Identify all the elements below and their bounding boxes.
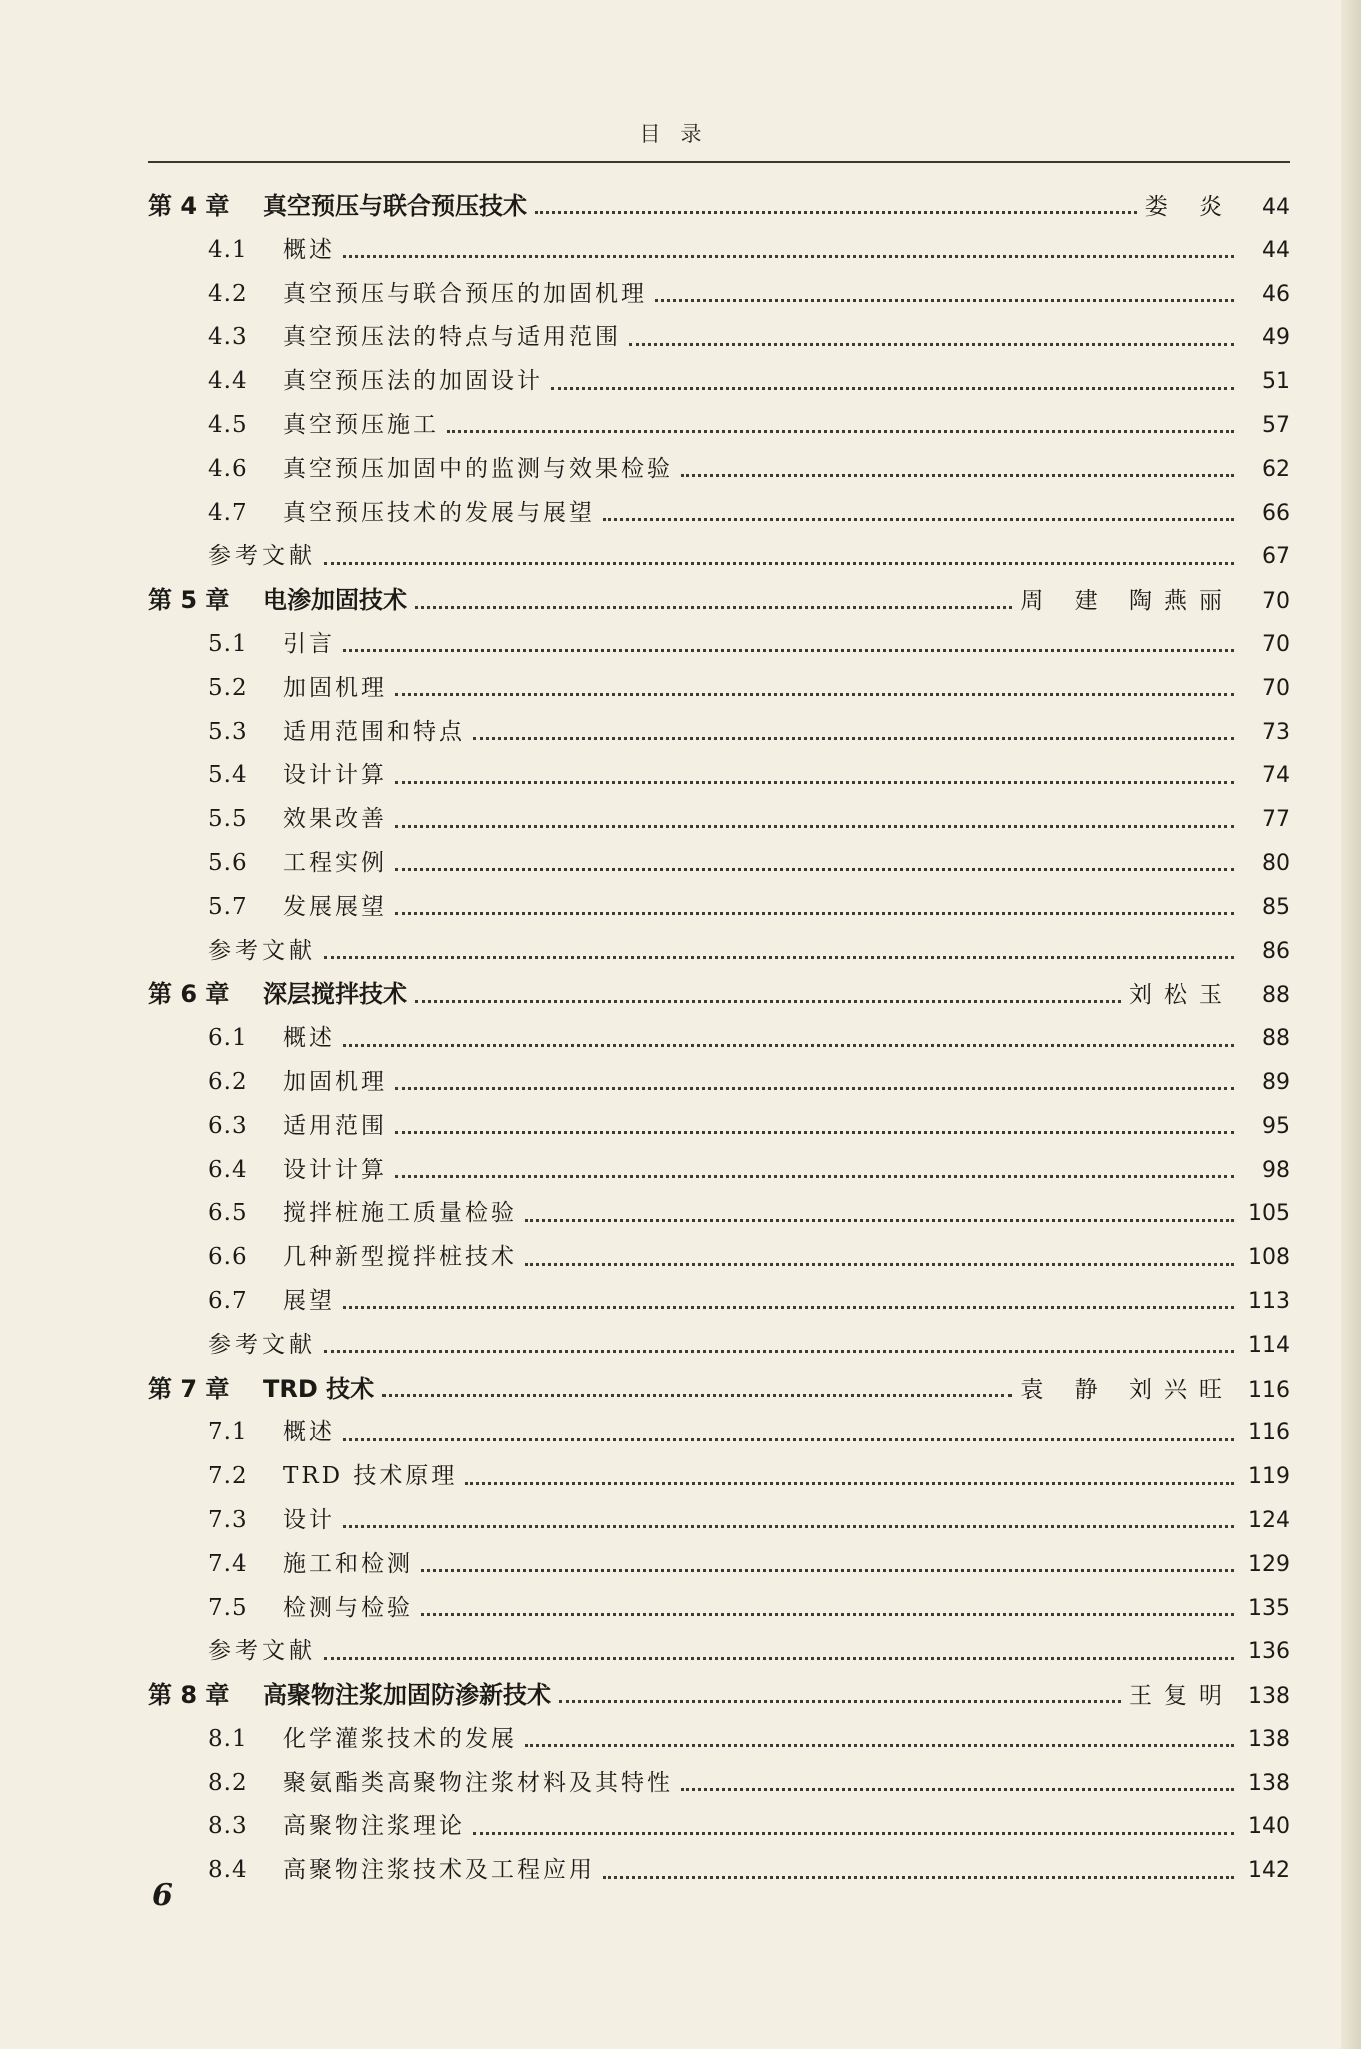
section-entry[interactable] bbox=[148, 1718, 1290, 1762]
table-of-contents bbox=[148, 185, 1290, 1893]
section-number: 4.5 bbox=[208, 411, 248, 438]
dot-leader bbox=[465, 1482, 1234, 1485]
chapter-title: 高聚物注浆加固防渗新技术 bbox=[263, 1681, 551, 1710]
dot-leader bbox=[395, 912, 1234, 915]
section-entry[interactable] bbox=[148, 1017, 1290, 1061]
section-entry[interactable] bbox=[148, 316, 1290, 360]
section-page: 80 bbox=[1262, 850, 1290, 876]
chapter-block bbox=[148, 1674, 1290, 1893]
section-entry[interactable] bbox=[148, 886, 1290, 930]
section-title: 真空预压加固中的监测与效果检验 bbox=[283, 455, 673, 482]
chapter-authors: 刘松玉 bbox=[1129, 982, 1234, 1009]
references-page: 114 bbox=[1248, 1332, 1290, 1358]
references-page: 86 bbox=[1262, 938, 1290, 964]
section-page: 85 bbox=[1262, 894, 1290, 920]
chapter-page: 138 bbox=[1248, 1684, 1290, 1710]
chapter-authors: 娄 炎 bbox=[1144, 194, 1234, 220]
section-number: 4.1 bbox=[208, 236, 248, 263]
section-entry[interactable] bbox=[148, 798, 1290, 842]
page-edge bbox=[1341, 0, 1361, 2049]
page-number: 6 bbox=[152, 1878, 173, 1913]
section-number: 5.3 bbox=[208, 718, 248, 745]
section-title: 设计 bbox=[283, 1506, 335, 1533]
section-page: 98 bbox=[1262, 1157, 1290, 1183]
chapter-number: 第 6 章 bbox=[148, 980, 230, 1009]
section-number: 8.3 bbox=[208, 1813, 248, 1840]
section-title: 高聚物注浆理论 bbox=[283, 1813, 465, 1840]
section-entry[interactable] bbox=[148, 1543, 1290, 1587]
section-entry[interactable] bbox=[148, 273, 1290, 317]
chapter-title: 电渗加固技术 bbox=[263, 586, 407, 615]
section-title: 概述 bbox=[283, 236, 335, 263]
chapter-entry[interactable] bbox=[148, 1674, 1290, 1718]
references-title: 参考文献 bbox=[208, 543, 316, 570]
dot-leader bbox=[343, 1438, 1234, 1441]
section-page: 138 bbox=[1248, 1726, 1290, 1752]
references-entry[interactable] bbox=[148, 1324, 1290, 1368]
section-page: 142 bbox=[1248, 1858, 1290, 1884]
chapter-block bbox=[148, 579, 1290, 973]
chapter-authors: 王复明 bbox=[1129, 1683, 1234, 1710]
dot-leader bbox=[421, 1613, 1234, 1616]
references-entry[interactable] bbox=[148, 535, 1290, 579]
section-page: 44 bbox=[1262, 237, 1290, 263]
chapter-title: 真空预压与联合预压技术 bbox=[263, 192, 527, 220]
dot-leader bbox=[525, 1263, 1234, 1266]
references-title: 参考文献 bbox=[208, 937, 316, 964]
dot-leader bbox=[447, 430, 1234, 433]
section-number: 8.2 bbox=[208, 1769, 248, 1796]
section-title: 设计计算 bbox=[283, 762, 387, 789]
section-title: 效果改善 bbox=[283, 806, 387, 833]
chapter-number: 第 5 章 bbox=[148, 586, 230, 615]
dot-leader bbox=[415, 1000, 1121, 1003]
section-entry[interactable] bbox=[148, 1105, 1290, 1149]
section-entry[interactable] bbox=[148, 623, 1290, 667]
dot-leader bbox=[343, 1044, 1234, 1047]
section-number: 6.6 bbox=[208, 1244, 248, 1271]
dot-leader bbox=[629, 343, 1234, 346]
section-number: 5.1 bbox=[208, 630, 248, 657]
section-page: 89 bbox=[1262, 1069, 1290, 1095]
running-head: 目录 bbox=[639, 122, 722, 146]
section-entry[interactable] bbox=[148, 1192, 1290, 1236]
section-number: 7.3 bbox=[208, 1506, 248, 1533]
section-title: 适用范围和特点 bbox=[283, 718, 465, 745]
chapter-authors: 袁 静 刘兴旺 bbox=[1020, 1376, 1234, 1403]
chapter-entry[interactable] bbox=[148, 973, 1290, 1017]
dot-leader bbox=[395, 868, 1234, 871]
dot-leader bbox=[395, 825, 1234, 828]
section-number: 5.6 bbox=[208, 849, 248, 876]
chapter-title: 深层搅拌技术 bbox=[263, 980, 407, 1009]
dot-leader bbox=[343, 255, 1234, 258]
section-page: 51 bbox=[1262, 369, 1290, 395]
section-page: 129 bbox=[1248, 1551, 1290, 1577]
section-entry[interactable] bbox=[148, 711, 1290, 755]
section-entry[interactable] bbox=[148, 1587, 1290, 1631]
section-page: 108 bbox=[1248, 1245, 1290, 1271]
section-page: 88 bbox=[1262, 1026, 1290, 1052]
section-entry[interactable] bbox=[148, 754, 1290, 798]
dot-leader bbox=[473, 1832, 1234, 1835]
section-title: 搅拌桩施工质量检验 bbox=[283, 1200, 517, 1227]
section-page: 70 bbox=[1262, 675, 1290, 701]
section-title: 高聚物注浆技术及工程应用 bbox=[283, 1857, 595, 1884]
section-title: 展望 bbox=[283, 1287, 335, 1314]
dot-leader bbox=[415, 606, 1012, 609]
dot-leader bbox=[525, 1219, 1234, 1222]
section-page: 74 bbox=[1262, 763, 1290, 789]
dot-leader bbox=[603, 1876, 1234, 1879]
section-number: 6.2 bbox=[208, 1068, 248, 1095]
dot-leader bbox=[655, 299, 1234, 302]
section-title: 几种新型搅拌桩技术 bbox=[283, 1244, 517, 1271]
dot-leader bbox=[395, 1175, 1234, 1178]
section-entry[interactable] bbox=[148, 492, 1290, 536]
dot-leader bbox=[473, 737, 1234, 740]
dot-leader bbox=[681, 474, 1234, 477]
references-entry[interactable] bbox=[148, 1630, 1290, 1674]
section-title: 真空预压法的特点与适用范围 bbox=[283, 324, 621, 351]
references-entry[interactable] bbox=[148, 930, 1290, 974]
chapter-entry[interactable] bbox=[148, 185, 1290, 229]
section-title: 工程实例 bbox=[283, 849, 387, 876]
section-title: 概述 bbox=[283, 1419, 335, 1446]
section-page: 77 bbox=[1262, 807, 1290, 833]
section-entry[interactable] bbox=[148, 229, 1290, 273]
dot-leader bbox=[559, 1700, 1121, 1703]
section-number: 4.4 bbox=[208, 368, 248, 395]
section-entry[interactable] bbox=[148, 842, 1290, 886]
section-title: 真空预压技术的发展与展望 bbox=[283, 499, 595, 526]
section-title: 加固机理 bbox=[283, 674, 387, 701]
section-page: 95 bbox=[1262, 1113, 1290, 1139]
section-number: 5.7 bbox=[208, 893, 248, 920]
section-title: 适用范围 bbox=[283, 1112, 387, 1139]
section-entry[interactable] bbox=[148, 360, 1290, 404]
section-page: 105 bbox=[1248, 1201, 1290, 1227]
chapter-page: 70 bbox=[1262, 589, 1290, 615]
chapter-page: 44 bbox=[1262, 195, 1290, 220]
section-entry[interactable] bbox=[148, 1149, 1290, 1193]
section-title: TRD 技术原理 bbox=[283, 1463, 458, 1490]
section-entry[interactable] bbox=[148, 1455, 1290, 1499]
dot-leader bbox=[395, 781, 1234, 784]
section-number: 4.3 bbox=[208, 324, 248, 351]
section-page: 46 bbox=[1262, 281, 1290, 307]
references-page: 136 bbox=[1248, 1639, 1290, 1665]
section-page: 138 bbox=[1248, 1770, 1290, 1796]
section-number: 7.1 bbox=[208, 1419, 248, 1446]
section-title: 真空预压与联合预压的加固机理 bbox=[283, 280, 647, 307]
chapter-entry[interactable] bbox=[148, 579, 1290, 623]
section-page: 70 bbox=[1262, 631, 1290, 657]
section-title: 施工和检测 bbox=[283, 1550, 413, 1577]
section-number: 6.4 bbox=[208, 1156, 248, 1183]
section-page: 119 bbox=[1248, 1464, 1290, 1490]
chapter-number: 第 7 章 bbox=[148, 1374, 230, 1403]
section-number: 7.4 bbox=[208, 1550, 248, 1577]
section-number: 8.1 bbox=[208, 1725, 248, 1752]
section-page: 124 bbox=[1248, 1507, 1290, 1533]
section-entry[interactable] bbox=[148, 1061, 1290, 1105]
section-number: 4.7 bbox=[208, 499, 248, 526]
section-title: 加固机理 bbox=[283, 1068, 387, 1095]
section-number: 6.1 bbox=[208, 1025, 248, 1052]
section-number: 5.4 bbox=[208, 762, 248, 789]
section-page: 113 bbox=[1248, 1288, 1290, 1314]
section-number: 5.5 bbox=[208, 806, 248, 833]
section-page: 73 bbox=[1262, 719, 1290, 745]
dot-leader bbox=[324, 1657, 1234, 1660]
dot-leader bbox=[395, 1131, 1234, 1134]
section-title: 发展展望 bbox=[283, 893, 387, 920]
dot-leader bbox=[525, 1744, 1234, 1747]
dot-leader bbox=[382, 1394, 1012, 1397]
dot-leader bbox=[343, 1306, 1234, 1309]
section-title: 聚氨酯类高聚物注浆材料及其特性 bbox=[283, 1769, 673, 1796]
section-title: 检测与检验 bbox=[283, 1594, 413, 1621]
dot-leader bbox=[343, 649, 1234, 652]
chapter-page: 88 bbox=[1262, 983, 1290, 1009]
chapter-block bbox=[148, 185, 1290, 579]
section-number: 7.5 bbox=[208, 1594, 248, 1621]
section-entry[interactable] bbox=[148, 1280, 1290, 1324]
section-entry[interactable] bbox=[148, 1411, 1290, 1455]
chapter-title: TRD 技术 bbox=[263, 1374, 375, 1403]
section-page: 140 bbox=[1248, 1814, 1290, 1840]
section-number: 4.2 bbox=[208, 280, 248, 307]
section-number: 6.5 bbox=[208, 1200, 248, 1227]
chapter-number: 第 4 章 bbox=[148, 192, 230, 220]
chapter-number: 第 8 章 bbox=[148, 1681, 230, 1710]
section-page: 57 bbox=[1262, 412, 1290, 438]
section-entry[interactable] bbox=[148, 404, 1290, 448]
dot-leader bbox=[551, 387, 1234, 390]
section-page: 62 bbox=[1262, 456, 1290, 482]
dot-leader bbox=[324, 1350, 1234, 1353]
header-rule bbox=[148, 161, 1290, 163]
chapter-block bbox=[148, 973, 1290, 1367]
dot-leader bbox=[395, 1087, 1234, 1090]
section-entry[interactable] bbox=[148, 1849, 1290, 1893]
section-page: 49 bbox=[1262, 325, 1290, 351]
section-number: 8.4 bbox=[208, 1857, 248, 1884]
dot-leader bbox=[681, 1788, 1234, 1791]
chapter-authors: 周 建 陶燕丽 bbox=[1020, 588, 1234, 615]
section-entry[interactable] bbox=[148, 1762, 1290, 1806]
section-entry[interactable] bbox=[148, 448, 1290, 492]
section-number: 6.3 bbox=[208, 1112, 248, 1139]
chapter-page: 116 bbox=[1248, 1377, 1290, 1403]
section-entry[interactable] bbox=[148, 1805, 1290, 1849]
dot-leader bbox=[324, 562, 1234, 565]
dot-leader bbox=[421, 1569, 1234, 1572]
section-title: 真空预压施工 bbox=[283, 411, 439, 438]
chapter-entry[interactable] bbox=[148, 1368, 1290, 1412]
dot-leader bbox=[603, 518, 1234, 521]
section-page: 66 bbox=[1262, 500, 1290, 526]
section-title: 引言 bbox=[283, 630, 335, 657]
dot-leader bbox=[324, 956, 1234, 959]
dot-leader bbox=[343, 1525, 1234, 1528]
chapter-block bbox=[148, 1368, 1290, 1675]
section-number: 5.2 bbox=[208, 674, 248, 701]
dot-leader bbox=[395, 693, 1234, 696]
section-title: 化学灌浆技术的发展 bbox=[283, 1725, 517, 1752]
section-number: 6.7 bbox=[208, 1287, 248, 1314]
section-number: 4.6 bbox=[208, 455, 248, 482]
section-title: 真空预压法的加固设计 bbox=[283, 368, 543, 395]
section-entry[interactable] bbox=[148, 1236, 1290, 1280]
section-entry[interactable] bbox=[148, 667, 1290, 711]
references-title: 参考文献 bbox=[208, 1331, 316, 1358]
references-page: 67 bbox=[1262, 544, 1290, 570]
references-title: 参考文献 bbox=[208, 1638, 316, 1665]
dot-leader bbox=[535, 211, 1137, 214]
section-page: 116 bbox=[1248, 1420, 1290, 1446]
section-title: 设计计算 bbox=[283, 1156, 387, 1183]
section-page: 135 bbox=[1248, 1595, 1290, 1621]
section-entry[interactable] bbox=[148, 1499, 1290, 1543]
section-title: 概述 bbox=[283, 1025, 335, 1052]
section-number: 7.2 bbox=[208, 1463, 248, 1490]
